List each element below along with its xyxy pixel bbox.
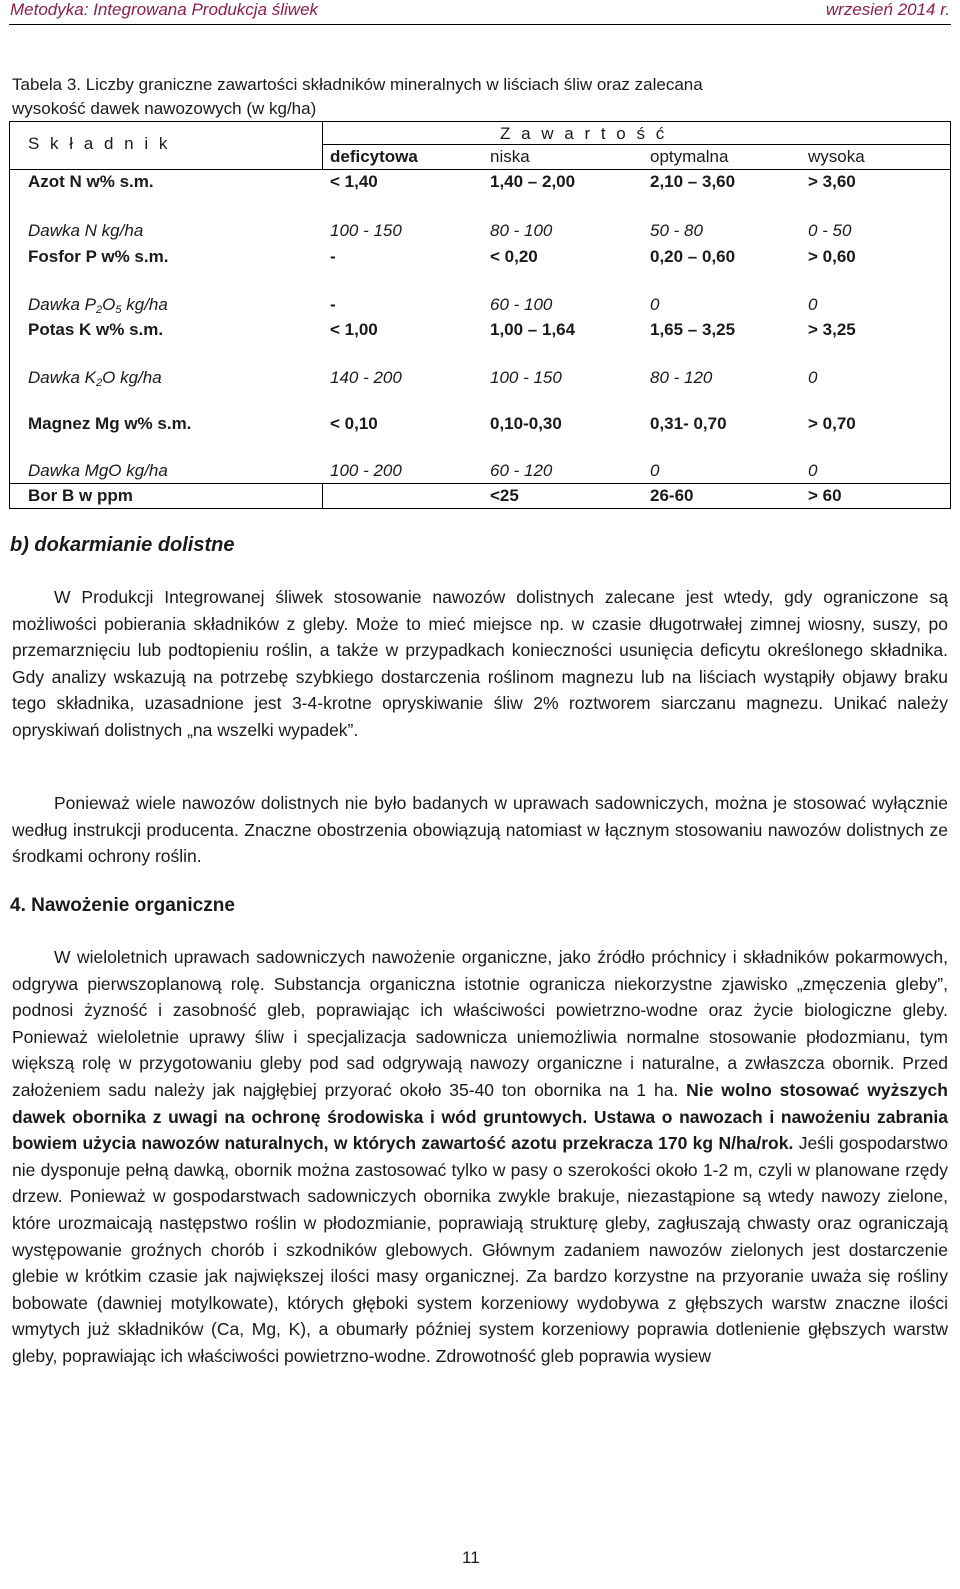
header-rule	[9, 24, 951, 25]
table-cell: -	[330, 247, 336, 266]
table-row-label: Dawka $K_2O$ kg/ha	[28, 368, 162, 389]
section-b-paragraph-1	[12, 584, 948, 744]
table-bor-top-rule	[9, 483, 951, 484]
table-left-border	[9, 121, 10, 509]
table-cell: > 0,60	[808, 247, 856, 266]
table-right-border	[950, 121, 951, 509]
table-row-label: Magnez Mg w% s.m.	[28, 414, 192, 433]
paragraph-text: Ponieważ wiele nawozów dolistnych nie było badanych w uprawach sadowniczych, można je stosować wyłącznie według instrukcji producenta. Znaczne obostrzenia obowiązują natomiast w łącznym stosowaniu nawozów dolistnych ze środkami ochrony roślin.	[12, 793, 948, 867]
table-cell: > 60	[808, 486, 842, 505]
table-row-label: Dawka MgO kg/ha	[28, 461, 168, 480]
table-header-zawartosc: Z a w a r t o ś ć	[500, 124, 668, 143]
table-cell: 0,10-0,30	[490, 414, 562, 433]
table-cell: < 0,20	[490, 247, 538, 266]
table-cell: 1,40 – 2,00	[490, 172, 576, 191]
table-cell: 50 - 80	[650, 221, 703, 240]
section-b-heading: b) dokarmianie dolistne	[10, 534, 235, 556]
table-cell: 80 - 120	[650, 368, 713, 387]
running-header-date: wrzesień 2014 r.	[825, 0, 950, 19]
table-cell: 0,20 – 0,60	[650, 247, 736, 266]
table-col-wysoka: wysoka	[808, 147, 865, 166]
table-cell: 0	[650, 461, 660, 480]
table-col-niska: niska	[490, 147, 530, 166]
table-header-bottom-rule	[9, 169, 951, 170]
running-header-title: Metodyka: Integrowana Produkcja śliwek	[10, 0, 319, 19]
section-4-heading: 4. Nawożenie organiczne	[10, 895, 235, 916]
table-cell: > 3,60	[808, 172, 856, 191]
table-col-deficytowa: deficytowa	[330, 147, 418, 166]
table-cell: < 1,00	[330, 320, 378, 339]
table-header-skladnik: S k ł a d n i k	[28, 134, 171, 153]
table-row-label: Fosfor P w% s.m.	[28, 247, 169, 266]
table-cell: 1,00 – 1,64	[490, 320, 576, 339]
section-4-paragraph	[12, 944, 948, 1370]
table-cell: > 0,70	[808, 414, 856, 433]
table-cell: 2,10 – 3,60	[650, 172, 736, 191]
page-number: 11	[462, 1548, 480, 1567]
table-row-label: Dawka $P_2O_5$ kg/ha	[28, 295, 168, 316]
table-cell: 0	[808, 461, 818, 480]
table-cell: 0	[650, 295, 660, 314]
paragraph-text: Jeśli gospodarstwo nie dysponuje pełną dawką, obornik można zastosować tylko w pasy o szerokości około 1-2 m, czyli w planowane rzędy drzew. Ponieważ w gospodarstwach sadowniczych obornika zwykle brakuje, niezastąpione są wtedy nawozy zielone, które urozmaicają następstwo roślin w płodozmianie, poprawiają strukturę gleby, zagłuszają chwasty oraz ograniczają występowanie groźnych chorób i szkodników glebowych. Głównym zadaniem nawozów zielonych jest dostarczenie glebie w krótkim czasie jak największej ilości masy organicznej. Za bardzo korzystne na przyoranie uważa się rośliny bobowate (dawniej motylkowate), których głęboki system korzeniowy wydobywa z głębszych warstw znaczne ilości wmytych już składników (Ca, Mg, K), a obumarły później system korzeniowy poprawia dotlenienie głębszych warstw gleby, poprawiając ich właściwości powietrzno-wodne. Zdrowotność gleb poprawia wysiew	[12, 1133, 948, 1366]
table-cell: 0,31- 0,70	[650, 414, 727, 433]
table-caption-line1: Tabela 3. Liczby graniczne zawartości składników mineralnych w liściach śliw oraz zalecana	[12, 75, 703, 94]
table-cell: > 3,25	[808, 320, 856, 339]
paragraph-bold-text: Nie wolno stosować wyższych dawek obornika z uwagi na ochronę środowiska i wód gruntowych. Ustawa o nawozach i nawożeniu zabrania bowiem użycia nawozów naturalnych, w których zawartość azotu przekracza 170 kg N/ha/rok.	[12, 1079, 948, 1154]
table-cell: 0	[808, 368, 818, 387]
table-col-optymalna: optymalna	[650, 147, 729, 166]
table-row-label: Dawka N kg/ha	[28, 221, 144, 240]
table-cell: 0	[808, 295, 818, 314]
table-bor-divider	[322, 483, 323, 509]
table-cell: < 1,40	[330, 172, 378, 191]
table-cell: -	[330, 295, 336, 314]
table-cell: < 0,10	[330, 414, 378, 433]
table-bottom-rule	[9, 508, 951, 509]
table-caption-line2: wysokość dawek nawozowych (w kg/ha)	[12, 99, 317, 118]
table-row-label: Azot N w% s.m.	[28, 172, 154, 191]
table-header-divider	[322, 121, 323, 169]
table-cell: 60 - 100	[490, 295, 553, 314]
table-cell: 0 - 50	[808, 221, 852, 240]
table-cell: 100 - 150	[330, 221, 402, 240]
table-cell: 26-60	[650, 486, 694, 505]
paragraph-text: W Produkcji Integrowanej śliwek stosowanie nawozów dolistnych zalecane jest wtedy, gdy ograniczone są możliwości pobierania składników z gleby. Może to mieć miejsce np. w czasie długotrwałej zimnej wiosny, suszy, po przemarznięciu lub podtopieniu roślin, a także w przypadkach konieczności usunięcia deficytu określonego składnika. Gdy analizy wskazują na potrzebę szybkiego dostarczenia roślinom magnezu lub na liściach wystąpiły objawy braku tego składnika, uzasadnione jest 3-4-krotne opryskiwanie śliw 2% roztworem siarczanu magnezu. Unikać należy opryskiwań dolistnych „na wszelki wypadek”.	[12, 587, 948, 740]
section-b-paragraph-2	[12, 790, 948, 870]
table-cell: <25	[490, 486, 519, 505]
table-top-rule	[9, 121, 951, 122]
table-cell: 100 - 150	[490, 368, 562, 387]
table-row-label: Potas K w% s.m.	[28, 320, 164, 339]
table-header-mid-rule	[322, 144, 951, 145]
table-cell: 60 - 120	[490, 461, 553, 480]
table-cell: 80 - 100	[490, 221, 553, 240]
table-row-label: Bor B w ppm	[28, 486, 133, 505]
table-cell: 140 - 200	[330, 368, 402, 387]
paragraph-text: W wieloletnich uprawach sadowniczych nawożenie organiczne, jako źródło próchnicy i składników pokarmowych, odgrywa pierwszoplanową rolę. Substancja organiczna istotnie ogranicza niekorzystne zjawisko „zmęczenia gleby”, podnosi żyzność i zasobność gleb, poprawiając ich właściwości powietrzno-wodne oraz życie biologiczne gleby. Ponieważ wieloletnie uprawy śliw i specjalizacja sadownicza uniemożliwia normalne stosowanie płodozmianu, tym większą rolę w przygotowaniu gleby pod sad odgrywają nawozy organiczne i naturalne, a zwłaszcza obornik. Przed założeniem sadu należy jak najgłębiej przyorać około 35-40 ton obornika na 1 ha.	[12, 947, 948, 1100]
table-cell: 100 - 200	[330, 461, 402, 480]
table-cell: 1,65 – 3,25	[650, 320, 736, 339]
